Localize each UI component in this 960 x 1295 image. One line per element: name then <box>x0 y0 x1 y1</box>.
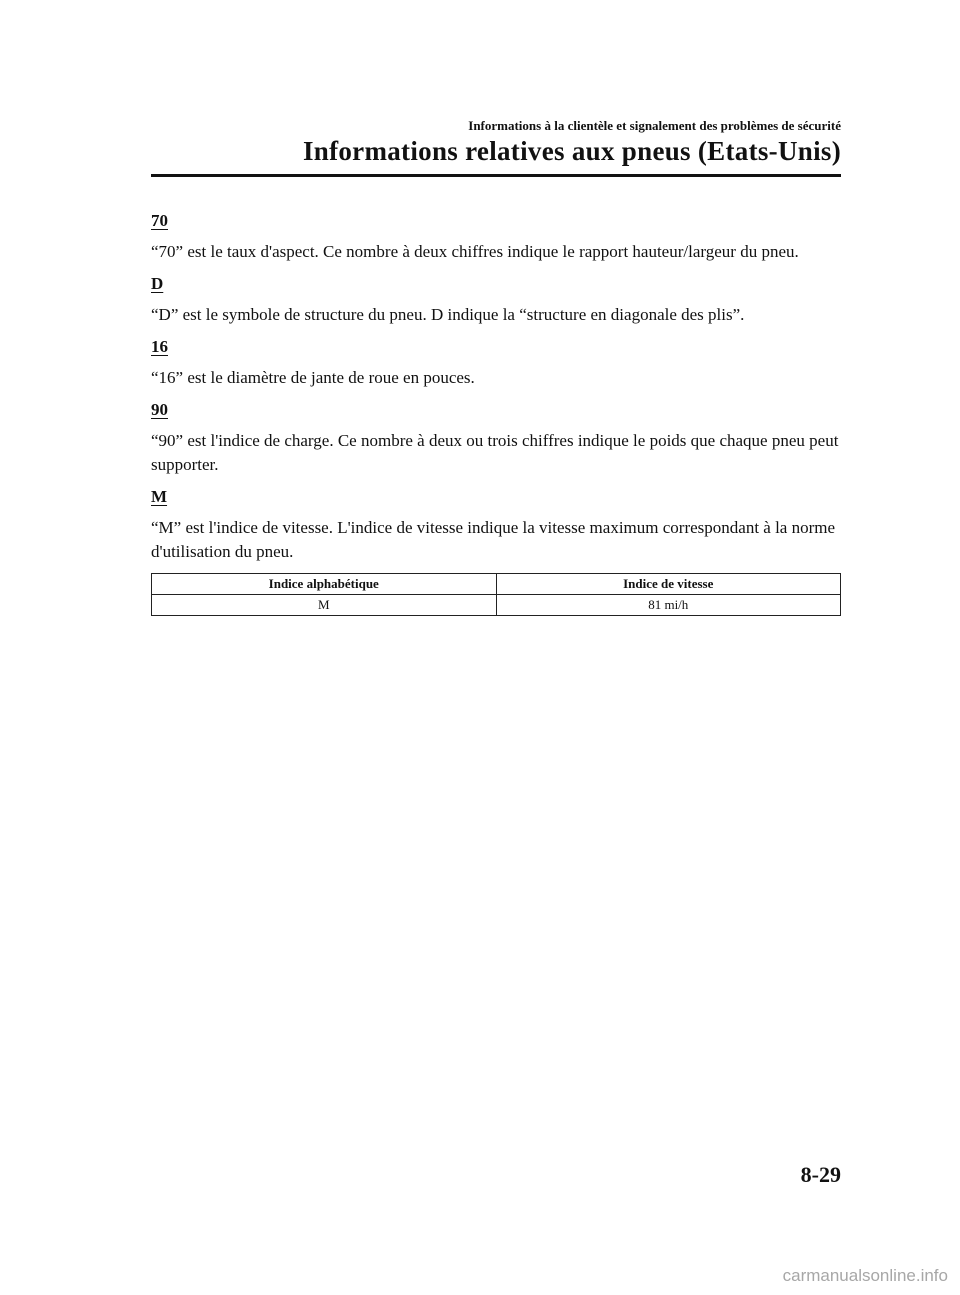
term-heading: M <box>151 487 168 506</box>
table-header-row <box>152 574 841 595</box>
term-description: “D” est le symbole de structure du pneu. D indique la “structure en diagonale des plis”. <box>151 305 745 324</box>
term-description: “16” est le diamètre de jante de roue en pouces. <box>151 368 475 387</box>
section-title: Informations relatives aux pneus (Etats-Unis) <box>302 136 841 166</box>
table-cell-speed: 81 mi/h <box>496 595 841 616</box>
column-header-letter: Indice alphabétique <box>152 574 497 595</box>
speed-index-table <box>151 573 841 616</box>
definition-d <box>151 273 841 327</box>
definition-90 <box>151 399 841 477</box>
term-description: “70” est le taux d'aspect. Ce nombre à deux chiffres indique le rapport hauteur/largeur du pneu. <box>151 242 799 261</box>
definition-16 <box>151 336 841 390</box>
term-heading: 16 <box>151 337 168 356</box>
term-description: “90” est l'indice de charge. Ce nombre à deux ou trois chiffres indique le poids que chaque pneu peut supporter. <box>151 431 839 474</box>
page-content <box>151 210 841 616</box>
chapter-title: Informations à la clientèle et signalement des problèmes de sécurité <box>468 118 841 133</box>
definition-70 <box>151 210 841 264</box>
table-row <box>152 595 841 616</box>
header-divider <box>151 174 841 177</box>
term-description: “M” est l'indice de vitesse. L'indice de vitesse indique la vitesse maximum correspondant à la norme d'utilisation du pneu. <box>151 518 836 561</box>
watermark: carmanualsonline.info <box>782 1266 948 1285</box>
table-cell-letter: M <box>152 595 497 616</box>
term-heading: 90 <box>151 400 168 419</box>
term-heading: D <box>151 274 164 293</box>
definition-m <box>151 486 841 564</box>
term-heading: 70 <box>151 211 168 230</box>
page-number: 8-29 <box>800 1162 841 1187</box>
column-header-speed: Indice de vitesse <box>496 574 841 595</box>
